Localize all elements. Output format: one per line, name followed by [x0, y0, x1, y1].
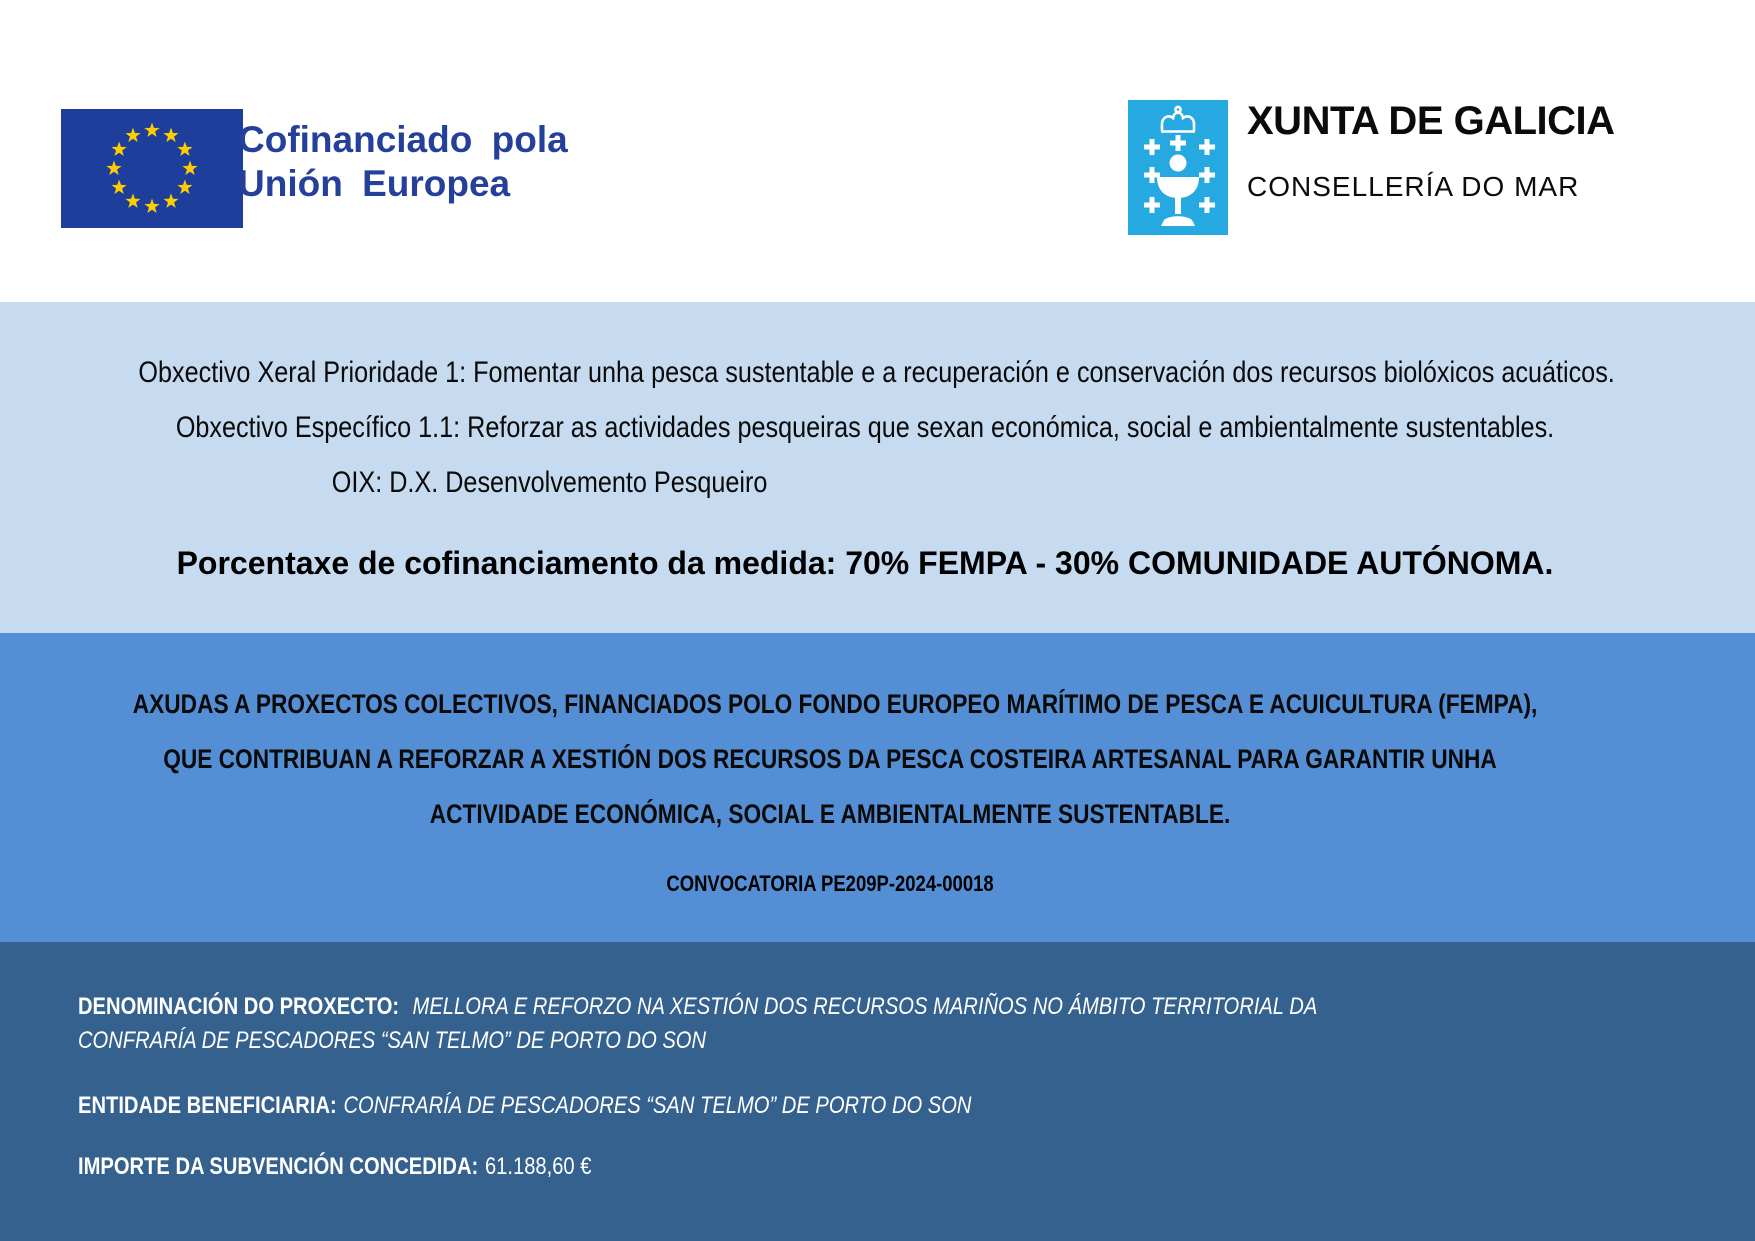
- project-band: [0, 942, 1755, 1241]
- convocatoria-reference: CONVOCATORIA PE209P-2024-00018: [666, 871, 994, 896]
- conselleria-do-mar-label: CONSELLERÍA DO MAR: [1247, 171, 1580, 202]
- project-denomination-row: [78, 990, 1422, 1058]
- program-description-line-3: ACTIVIDADE ECONÓMICA, SOCIAL E AMBIENTALMENTE SUSTENTABLE.: [429, 799, 1231, 829]
- beneficiary-label: ENTIDADE BENEFICIARIA:: [78, 1092, 337, 1119]
- beneficiary-row: [78, 1089, 1487, 1123]
- xunta-de-galicia-wordmark: XUNTA DE GALICIA: [1247, 99, 1615, 143]
- host-icon: [1170, 155, 1187, 172]
- eu-cofunded-caption: [238, 118, 568, 206]
- oix-line: OIX: D.X. Desenvolvemento Pesqueiro: [331, 466, 768, 499]
- objectives-band: [0, 302, 1755, 633]
- program-description-line-2: QUE CONTRIBUAN A REFORZAR A XESTIÓN DOS RECURSOS DA PESCA COSTEIRA ARTESANAL PARA GARANTIR UNHA: [163, 744, 1497, 774]
- galicia-coat-of-arms-icon: [1128, 100, 1228, 235]
- program-band: [0, 633, 1755, 942]
- grant-amount-label: IMPORTE DA SUBVENCIÓN CONCEDIDA:: [78, 1153, 479, 1180]
- objective-general-line: Obxectivo Xeral Prioridade 1: Fomentar unha pesca sustentable e a recuperación e conservación dos recursos biolóxicos acuáticos.: [138, 356, 1615, 389]
- objective-specific-line: Obxectivo Específico 1.1: Reforzar as actividades pesqueiras que sexan económica, social e ambientalmente sustentables.: [175, 411, 1555, 444]
- grant-amount-value: 61.188,60 €: [484, 1153, 592, 1180]
- denomination-label: DENOMINACIÓN DO PROXECTO:: [78, 993, 400, 1020]
- grant-amount-row: [78, 1150, 1487, 1184]
- denomination-value: MELLORA E REFORZO NA XESTIÓN DOS RECURSOS MARIÑOS NO ÁMBITO TERRITORIAL DA CONFRARÍA DE PESCADORES “SAN TELMO” DE PORTO DO SON: [78, 993, 1317, 1054]
- eu-caption-line-1: Cofinanciado pola: [238, 119, 568, 160]
- program-description-line-1: AXUDAS A PROXECTOS COLECTIVOS, FINANCIADOS POLO FONDO EUROPEO MARÍTIMO DE PESCA E ACUICULTURA (FEMPA),: [132, 689, 1538, 719]
- beneficiary-value: CONFRARÍA DE PESCADORES “SAN TELMO” DE PORTO DO SON: [343, 1092, 972, 1119]
- header-logos-band: [0, 0, 1755, 302]
- eu-caption-line-2: Unión Europea: [238, 163, 511, 204]
- eu-flag-icon: [61, 109, 243, 228]
- cofinancing-percentage-line: Porcentaxe de cofinanciamento da medida: 70% FEMPA - 30% COMUNIDADE AUTÓNOMA.: [176, 545, 1554, 581]
